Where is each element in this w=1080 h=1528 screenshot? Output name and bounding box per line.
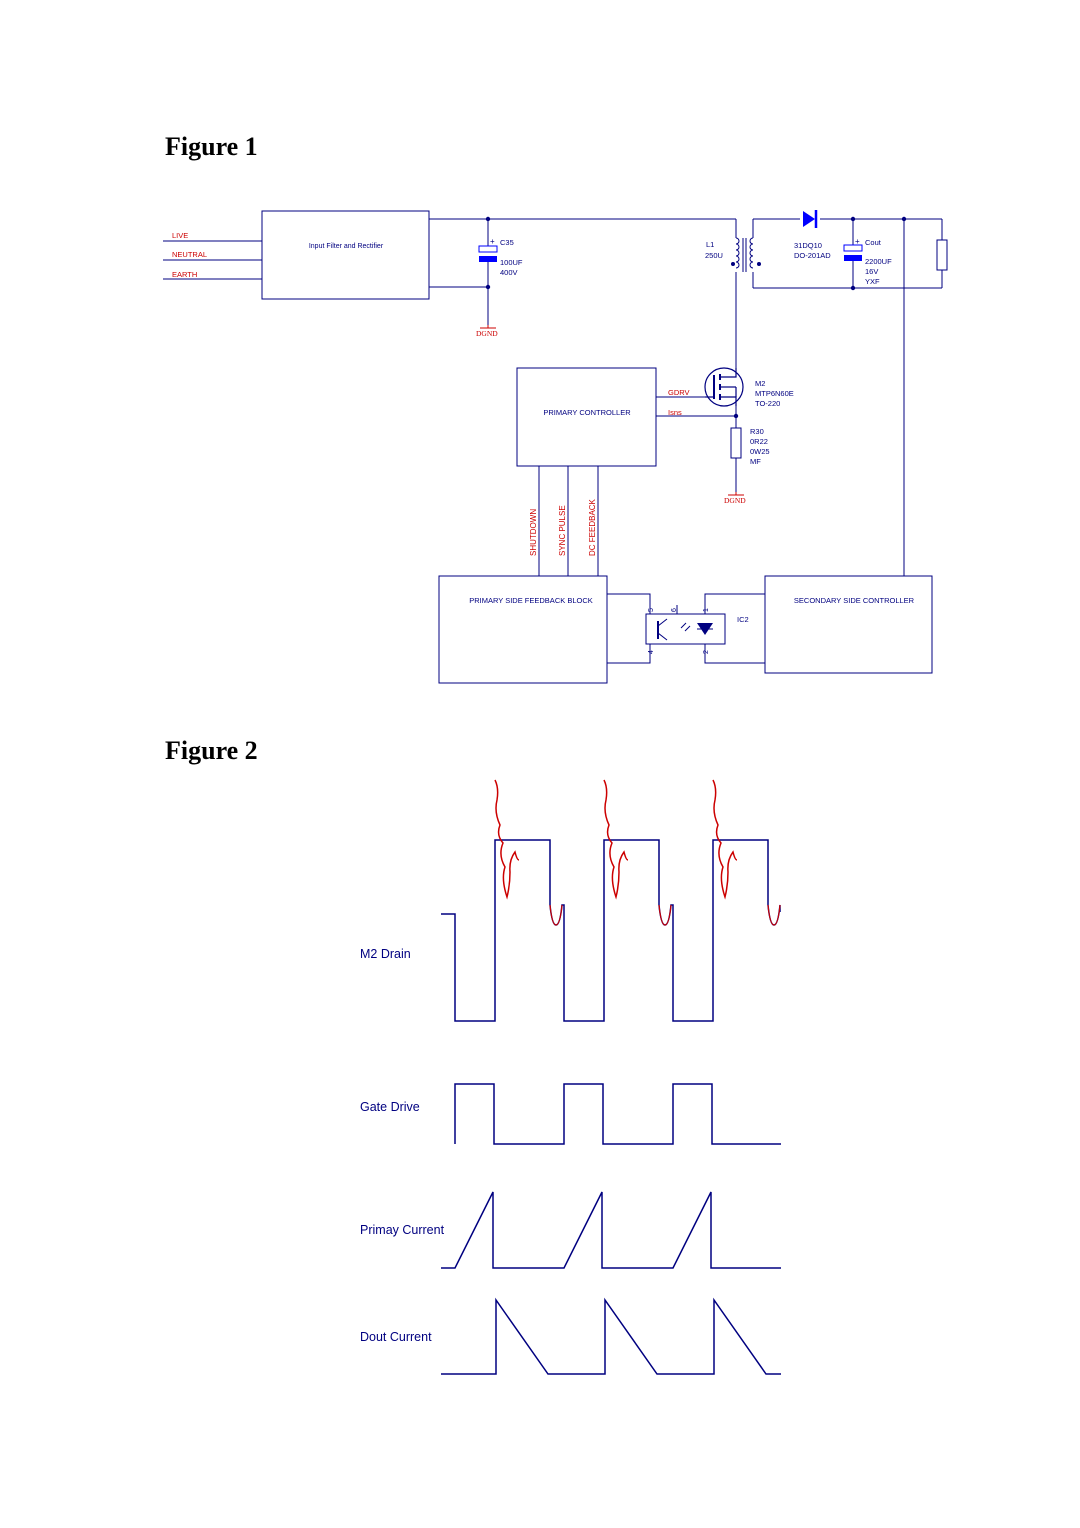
ringing-spike <box>604 780 628 897</box>
m2-part: MTP6N60E <box>755 389 794 398</box>
sync-pulse-label: SYNC PULSE <box>558 505 567 556</box>
cout-voltage: 16V <box>865 267 879 276</box>
ic2-pin4: 4 <box>648 650 655 654</box>
opto-pin5-wire <box>607 594 650 614</box>
junction-dot <box>486 217 490 221</box>
load-resistor <box>937 240 947 270</box>
c35-capacitor <box>479 246 497 262</box>
opto-pin4-wire <box>607 644 650 663</box>
ic2-pin1: 1 <box>703 608 710 612</box>
dgnd-label: DGND <box>476 329 498 338</box>
neutral-label: NEUTRAL <box>172 250 208 259</box>
gate-drive-trace <box>455 1084 781 1144</box>
cout-value: 2200UF <box>865 257 892 266</box>
dout-current-label: Dout Current <box>360 1330 432 1344</box>
m2-ref: M2 <box>755 379 766 388</box>
primary-side-feedback-block <box>439 576 607 683</box>
cout-ref: Cout <box>865 238 881 247</box>
input-filter-label: Input Filter and Rectifier <box>308 243 384 250</box>
dout-current-trace <box>441 1300 781 1374</box>
earth-label: EARTH <box>172 270 198 279</box>
shutdown-label: SHUTDOWN <box>529 508 538 556</box>
c35-ref: C35 <box>500 238 514 247</box>
live-label: LIVE <box>172 231 189 240</box>
plus-sign: + <box>490 237 495 246</box>
ic2-pin5: 5 <box>648 608 655 612</box>
gdrv-label: GDRV <box>668 388 690 397</box>
junction-dot <box>902 217 906 221</box>
opto-pin1-wire <box>705 594 765 614</box>
primary-current-trace <box>441 1192 781 1268</box>
r30-resistor <box>731 428 741 458</box>
phototransistor-emitter <box>658 633 667 640</box>
m2-package: TO-220 <box>755 399 781 408</box>
secondary-side-controller-block <box>765 576 932 673</box>
primary-controller-block <box>517 368 656 466</box>
mosfet-m2 <box>705 368 743 406</box>
input-filter-block <box>262 211 429 299</box>
r30-ref: R30 <box>750 427 764 436</box>
cout-type: YXF <box>865 277 880 286</box>
l1-value: 250U <box>705 251 723 260</box>
ic2-pin2: 2 <box>703 650 710 654</box>
c35-value: 100UF <box>500 258 523 267</box>
ringing-spike <box>713 780 737 897</box>
plus-sign: + <box>855 237 860 246</box>
primary-current-label: Primay Current <box>360 1223 445 1237</box>
primary-controller-label: PRIMARY CONTROLLER <box>543 408 631 417</box>
winding-polarity-dot <box>731 262 735 266</box>
primary-feedback-label: PRIMARY SIDE FEEDBACK BLOCK <box>469 596 593 605</box>
opto-pin2-wire <box>705 644 765 663</box>
phototransistor-collector <box>658 619 667 626</box>
l1-ref: L1 <box>706 240 715 249</box>
winding-polarity-dot <box>757 262 761 266</box>
ringing-tail <box>768 905 780 925</box>
c35-voltage: 400V <box>500 268 518 277</box>
light-arrow-1 <box>681 623 686 628</box>
r30-type: MF <box>750 457 761 466</box>
output-diode-symbol <box>803 211 815 227</box>
dc-feedback-label: DC FEEDBACK <box>588 499 597 556</box>
ic2-ref: IC2 <box>737 615 749 624</box>
isns-label: Isns <box>668 408 682 417</box>
figure-2-title: Figure 2 <box>165 736 258 765</box>
m2-drain-label: M2 Drain <box>360 947 411 961</box>
figure-1-title: Figure 1 <box>165 132 258 161</box>
r30-power: 0W25 <box>750 447 770 456</box>
r30-value: 0R22 <box>750 437 768 446</box>
dgnd-label: DGND <box>724 496 746 505</box>
gate-drive-label: Gate Drive <box>360 1100 420 1114</box>
junction-dot <box>486 285 490 289</box>
ringing-tail <box>550 905 562 925</box>
diode-package: DO-201AD <box>794 251 831 260</box>
m2-drain-trace <box>441 840 780 1021</box>
cout-capacitor <box>844 245 862 261</box>
secondary-controller-label: SECONDARY SIDE CONTROLLER <box>793 596 915 605</box>
junction-dot <box>851 217 855 221</box>
timing-waveforms <box>441 780 781 1374</box>
junction-dot <box>851 286 855 290</box>
diode-part: 31DQ10 <box>794 241 822 250</box>
ringing-tail <box>659 905 671 925</box>
transformer-l1 <box>736 238 753 272</box>
ic2-pin6: 6 <box>671 608 678 612</box>
light-arrow-2 <box>685 626 690 631</box>
ringing-spike <box>495 780 519 897</box>
junction-dot <box>734 414 738 418</box>
